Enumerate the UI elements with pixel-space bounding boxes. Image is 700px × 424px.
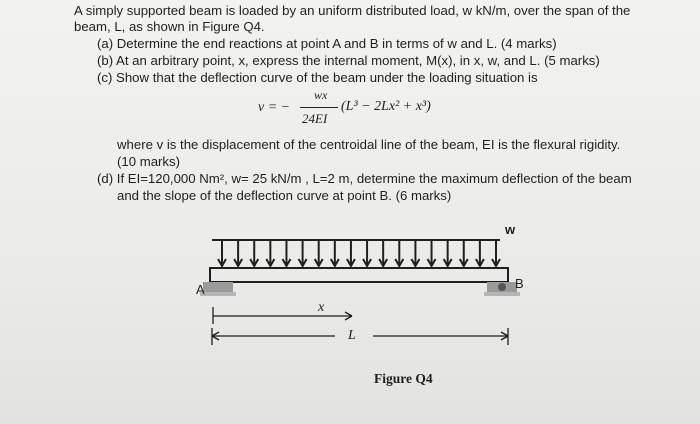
formula-lhs: v = − [258,100,291,115]
load-arrow [444,240,452,266]
beam [210,268,508,282]
x-label: x [318,300,325,315]
formula-rhs: (L³ − 2Lx² + x³) [341,99,431,114]
load-arrows [218,240,500,266]
load-arrow [411,240,419,266]
span-label: L [348,328,356,343]
support-b-base [484,292,520,296]
where-line: where v is the displacement of the centroidal line of the beam, EI is the flexural rigidity. [117,137,621,152]
support-a [203,282,233,292]
part-c-text: (c) Show that the deflection curve of the beam under the loading situation is [97,70,538,85]
load-arrow [460,240,468,266]
intro-line-1: A simply supported beam is loaded by an uniform distributed load, w kN/m, over the span of the [74,3,631,18]
support-a-base [200,292,236,296]
part-d-line-1: (d) If EI=120,000 Nm², w= 25 kN/m , L=2 m, determine the maximum deflection of the beam [97,171,632,186]
load-arrow [363,240,371,266]
load-label: w [505,222,516,237]
load-arrow [234,240,242,266]
load-arrow [315,240,323,266]
load-arrow [476,240,484,266]
support-b-label: B [515,276,524,291]
part-d-line-2: and the slope of the deflection curve at point B. (6 marks) [117,188,452,203]
load-arrow [218,240,226,266]
load-arrow [331,240,339,266]
support-a-label: A [196,282,205,297]
part-c-marks: (10 marks) [117,154,181,169]
part-a-text: (a) Determine the end reactions at point A and B in terms of w and L. (4 marks) [97,36,557,51]
support-b-roller [498,283,506,291]
figure-caption: Figure Q4 [374,371,433,386]
part-b-text: (b) At an arbitrary point, x, express the internal moment, M(x), in x, w, and L. (5 marks) [97,53,600,68]
load-arrow [266,240,274,266]
load-arrow [379,240,387,266]
intro-line-2: beam, L, as shown in Figure Q4. [74,19,265,34]
load-arrow [347,240,355,266]
load-arrow [492,240,500,266]
load-arrow [282,240,290,266]
load-arrow [428,240,436,266]
formula-numerator: wx [314,88,328,102]
formula-denominator: 24EI [302,111,328,126]
load-arrow [250,240,258,266]
load-arrow [299,240,307,266]
load-arrow [395,240,403,266]
